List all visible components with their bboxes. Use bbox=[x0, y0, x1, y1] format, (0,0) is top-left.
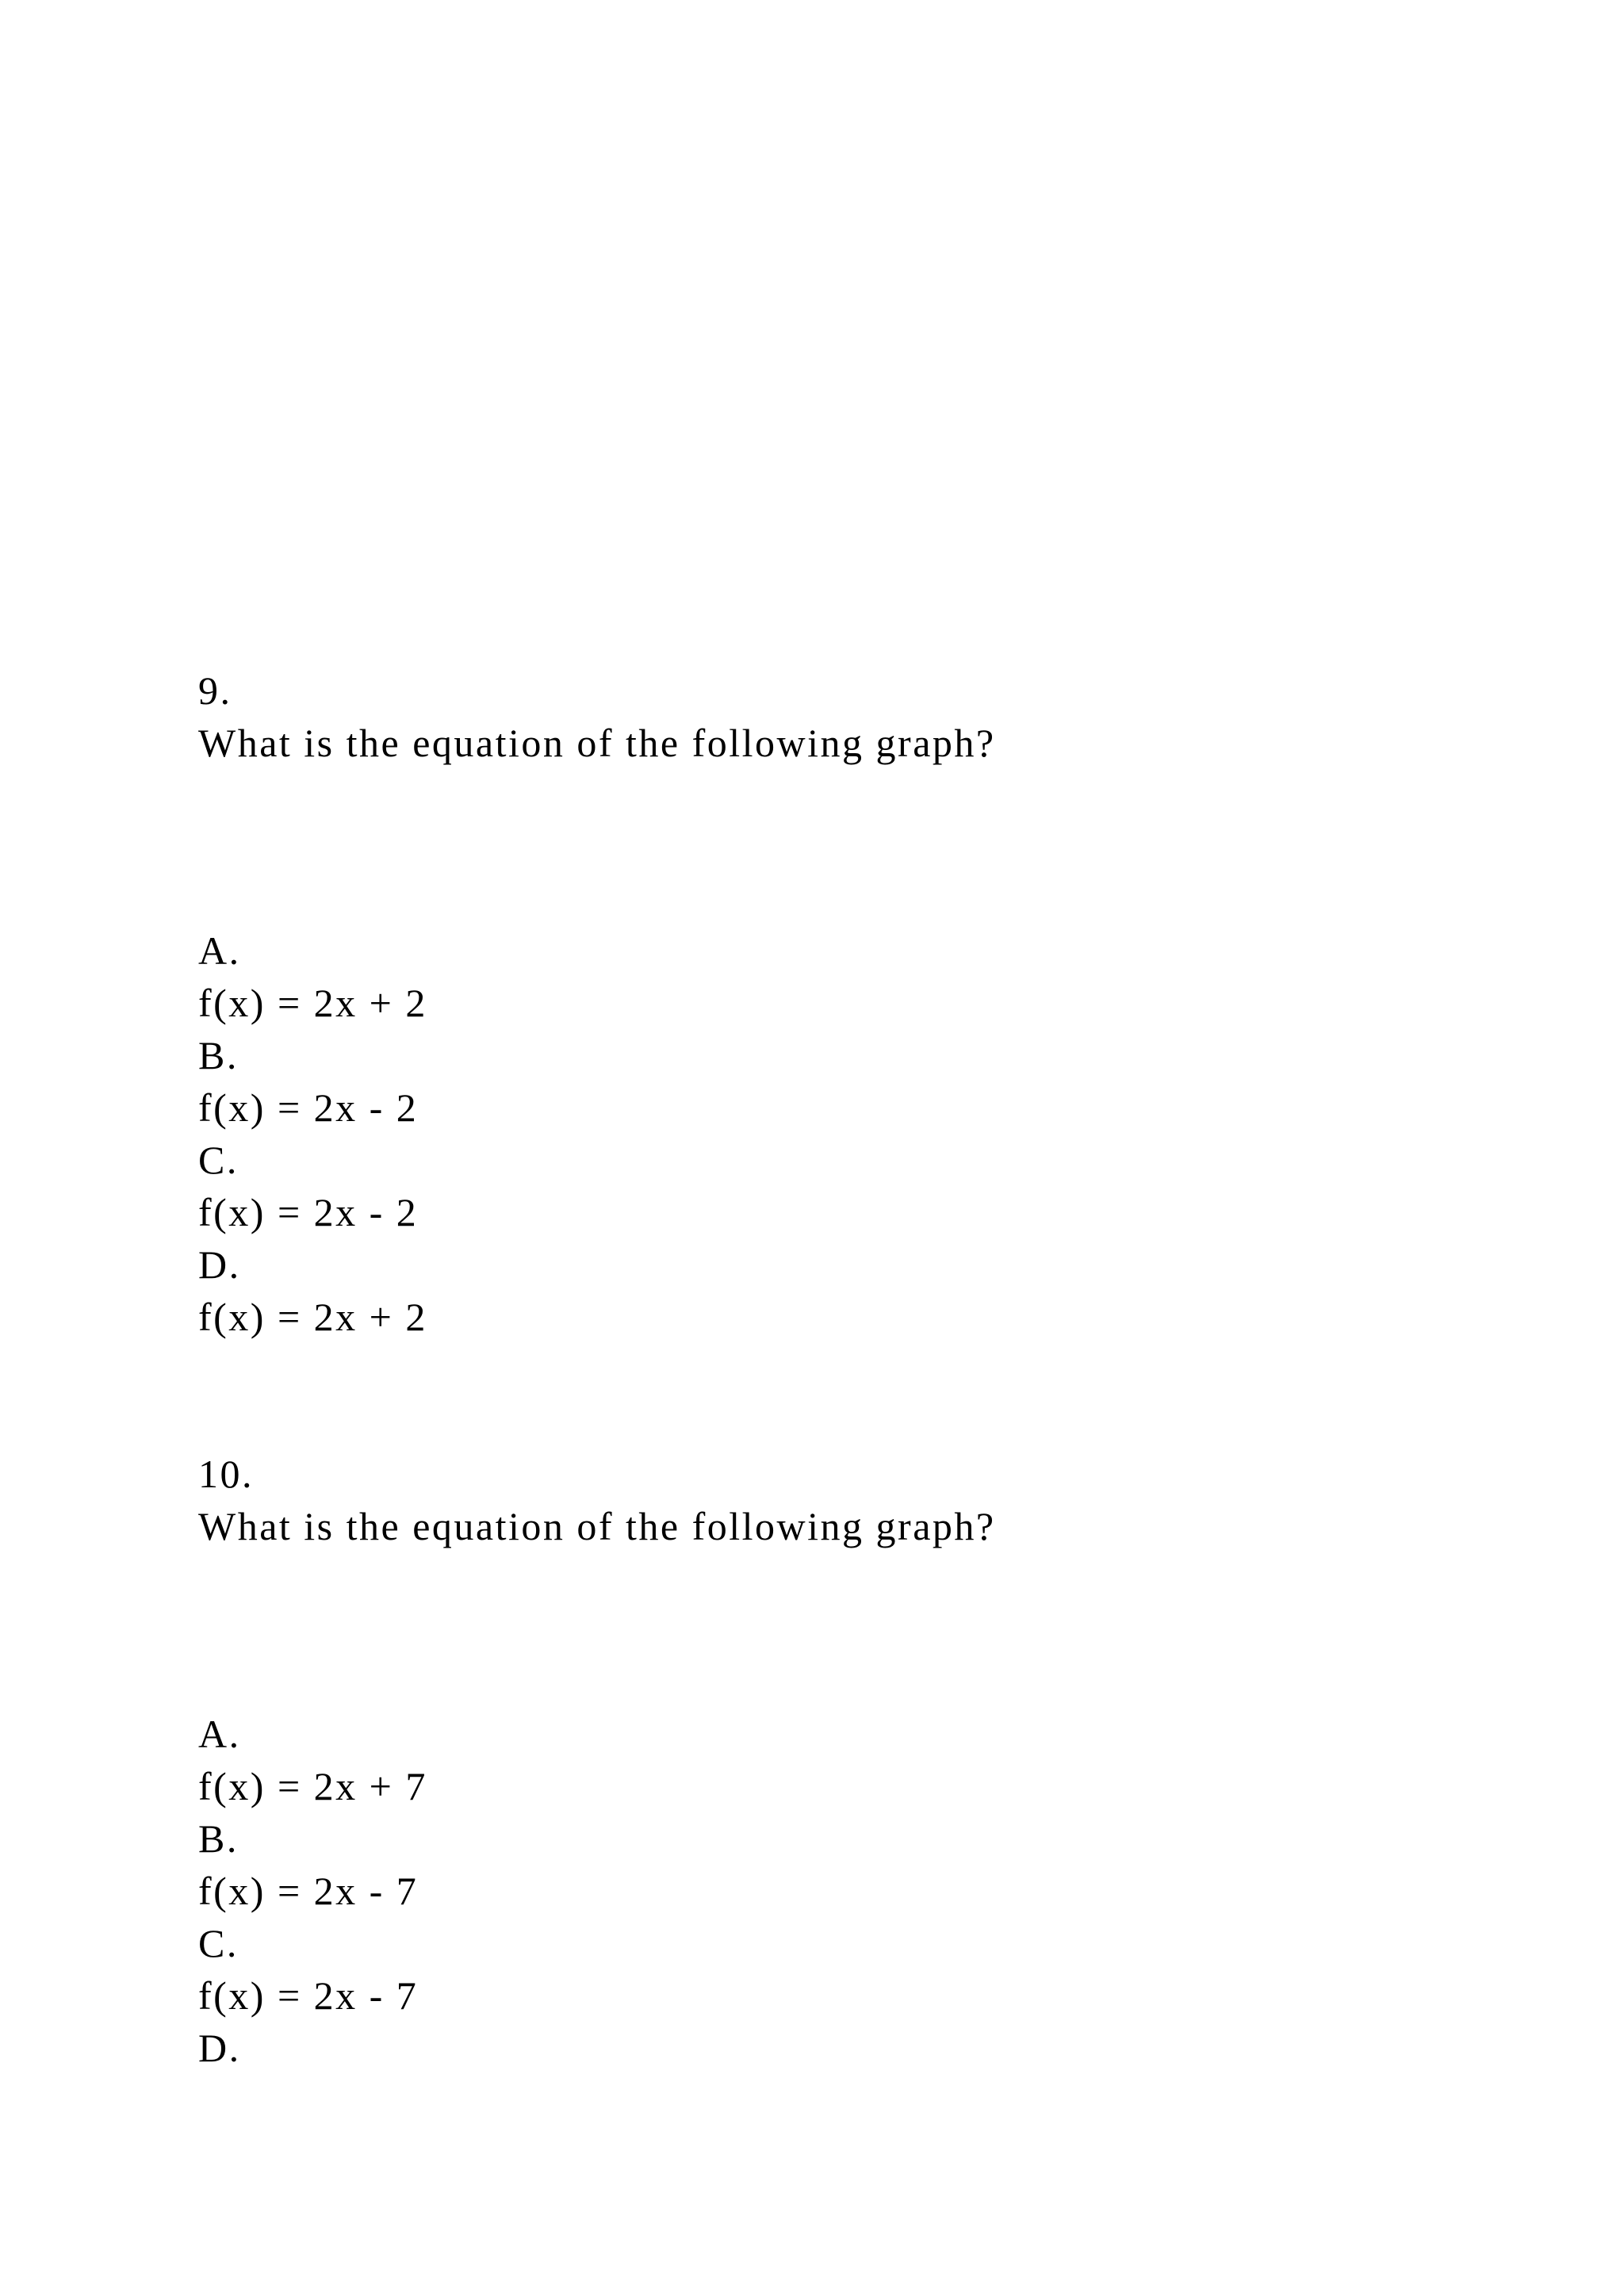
option-d-text: f(x) = 2x + 2 bbox=[198, 1295, 427, 1339]
option-d-letter: D. bbox=[198, 2026, 241, 2070]
question-prompt: What is the equation of the following graph? bbox=[198, 1504, 996, 1548]
option-b-letter: B. bbox=[198, 1816, 239, 1861]
question-prompt: What is the equation of the following graph? bbox=[198, 721, 996, 765]
option-b-text: f(x) = 2x - 2 bbox=[198, 1085, 419, 1130]
question-number: 10. bbox=[198, 1452, 254, 1496]
option-b-letter: B. bbox=[198, 1033, 239, 1077]
question-number: 9. bbox=[198, 668, 232, 713]
option-a-text: f(x) = 2x + 7 bbox=[198, 1764, 427, 1808]
option-c-text: f(x) = 2x - 7 bbox=[198, 1973, 419, 2018]
option-c-letter: C. bbox=[198, 1921, 239, 1965]
option-b-text: f(x) = 2x - 7 bbox=[198, 1869, 419, 1913]
option-c-text: f(x) = 2x - 2 bbox=[198, 1190, 419, 1234]
option-a-text: f(x) = 2x + 2 bbox=[198, 981, 427, 1025]
option-d-letter: D. bbox=[198, 1242, 241, 1287]
option-a-letter: A. bbox=[198, 1712, 241, 1756]
option-c-letter: C. bbox=[198, 1138, 239, 1182]
option-a-letter: A. bbox=[198, 928, 241, 973]
